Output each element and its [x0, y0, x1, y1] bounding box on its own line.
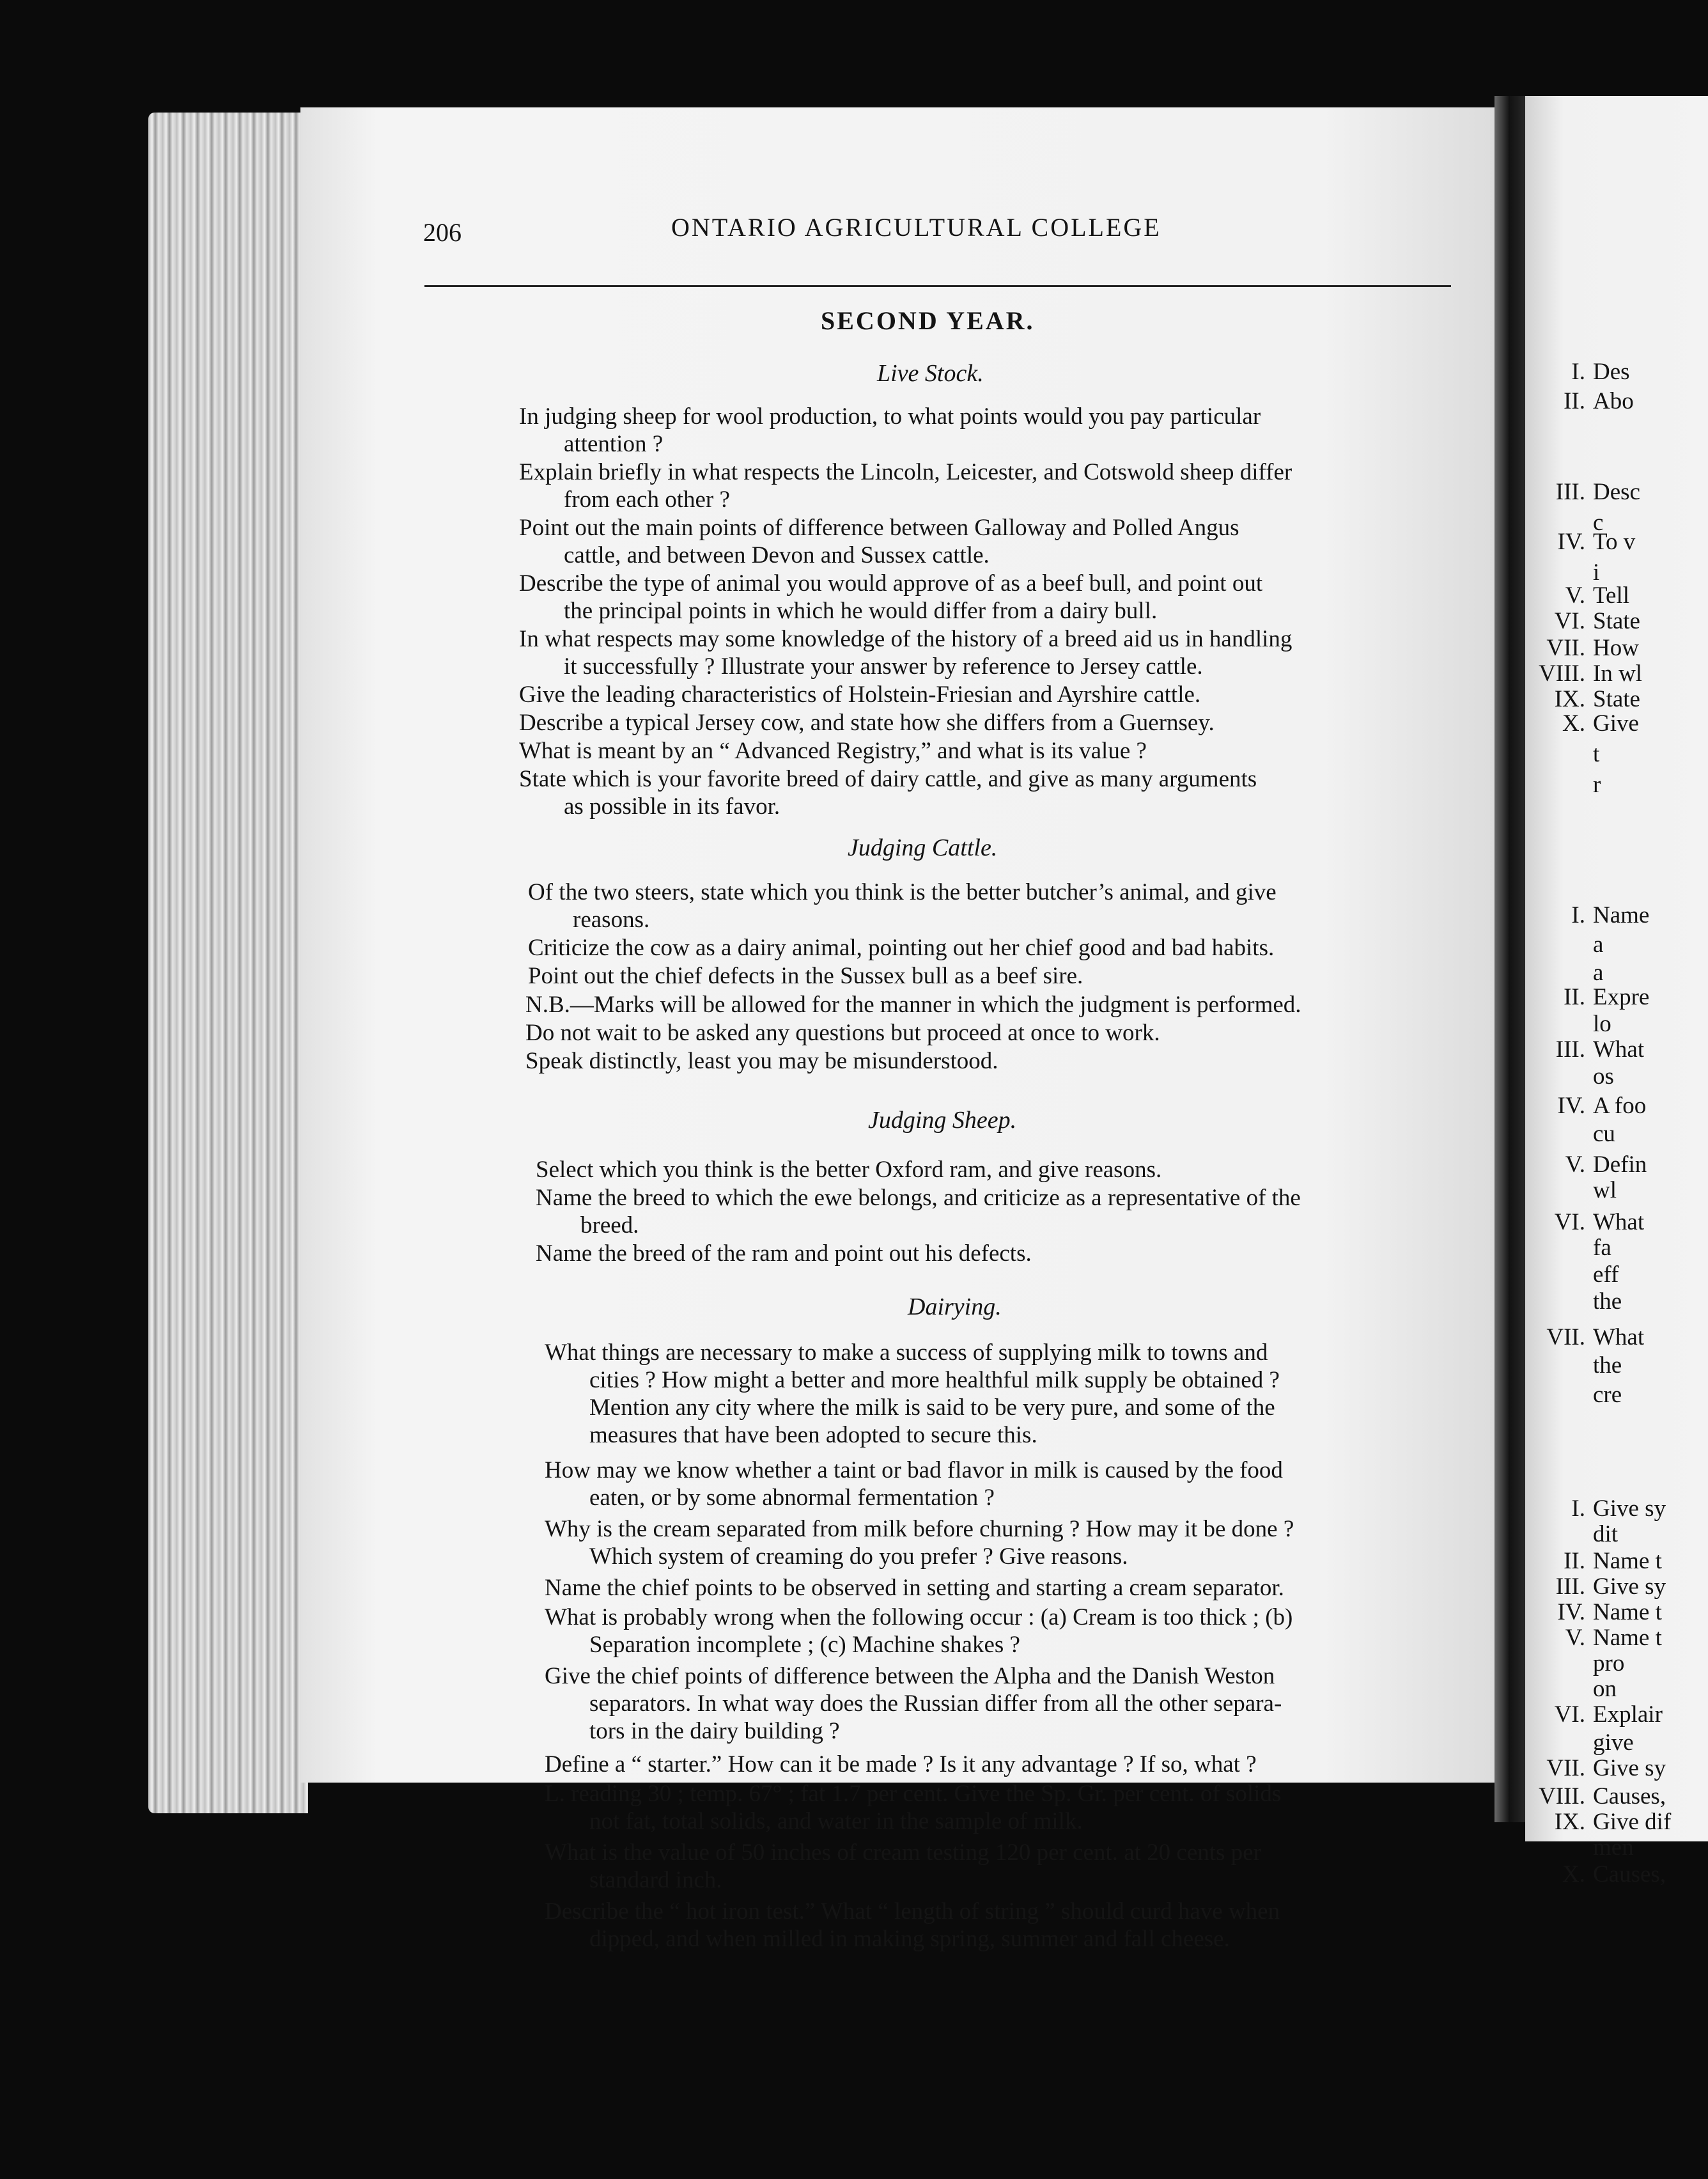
right-page-line: [1521, 1352, 1622, 1379]
right-page-line-number: VIII.: [1539, 1783, 1585, 1809]
right-page-line-number: V.: [1565, 582, 1585, 609]
right-page-line: [1521, 1701, 1663, 1728]
question-continuation: reasons.: [573, 907, 650, 933]
right-page-line: [1521, 1808, 1671, 1836]
question-text: [519, 625, 1465, 680]
right-page-line: [1521, 1495, 1666, 1522]
right-page-line-text: a: [1593, 932, 1604, 958]
running-title: ONTARIO AGRICULTURAL COLLEGE: [671, 213, 1161, 242]
right-page-line: [1521, 1520, 1618, 1548]
right-page-line-text: How: [1593, 635, 1639, 661]
question-text: [545, 1339, 1491, 1449]
header-rule: [424, 285, 1451, 287]
right-page-line: [1521, 1783, 1666, 1810]
question-line: Point out the chief defects in the Sussex bull as a beef sire.: [528, 963, 1083, 989]
question-text: [545, 1780, 1491, 1835]
right-page-line: [1521, 931, 1603, 958]
question-text: [545, 1839, 1491, 1894]
question-text: [545, 1751, 1491, 1778]
right-page-line-text: Name t: [1593, 1548, 1662, 1574]
right-page-line-text: pro: [1593, 1650, 1625, 1676]
right-page-line: [1521, 740, 1599, 768]
note-line: Speak distinctly, least you may be misunderstood.: [525, 1048, 998, 1074]
right-page-line-text: Causes,: [1593, 1861, 1666, 1887]
right-page-line: [1521, 1573, 1666, 1600]
right-page-line: [1521, 1261, 1619, 1288]
question-line: What things are necessary to make a success of supplying milk to towns and: [545, 1339, 1268, 1366]
question-line: L. reading 30 ; temp. 67° ; fat 1.7 per cent. Give the Sp. Gr. per cent. of solids: [545, 1781, 1282, 1807]
question-line: State which is your favorite breed of dairy cattle, and give as many arguments: [519, 766, 1257, 792]
question-text: [519, 765, 1465, 820]
right-page-line-text: Name t: [1593, 1625, 1662, 1651]
right-page-line-text: r: [1593, 772, 1601, 798]
right-page-line: [1521, 1010, 1611, 1038]
right-page-line-text: What: [1593, 1209, 1645, 1235]
right-page-line-number: IX.: [1554, 686, 1585, 712]
right-page-line-number: I.: [1571, 359, 1585, 385]
question-line: Why is the cream separated from milk before churning ? How may it be done ?: [545, 1516, 1294, 1542]
right-page-line-text: Expre: [1593, 984, 1650, 1010]
question-continuation: from each other ?: [564, 487, 730, 513]
right-page-line: [1521, 1675, 1617, 1703]
section-title-judging-sheep: Judging Sheep.: [868, 1107, 1017, 1134]
right-page-line-number: VI.: [1554, 608, 1585, 634]
right-page-line-text: Causes,: [1593, 1783, 1666, 1809]
right-page-line: [1521, 607, 1640, 635]
right-page-line: [1521, 1120, 1615, 1148]
question-line: What is the value of 50 inches of cream testing 120 per cent. at 20 cents per: [545, 1839, 1261, 1866]
right-page-line-number: I.: [1571, 1496, 1585, 1522]
question-continuation: cities ? How might a better and more healthful milk supply be obtained ?: [589, 1367, 1280, 1393]
right-page-line-text: In wl: [1593, 660, 1643, 687]
question-continuation: breed.: [580, 1212, 639, 1238]
right-page-line: [1521, 478, 1640, 506]
right-page-line: [1521, 1547, 1662, 1575]
question-line: Give the leading characteristics of Holstein-Friesian and Ayrshire cattle.: [519, 682, 1201, 708]
right-page-line-number: IV.: [1557, 529, 1585, 555]
right-page-line-text: Name: [1593, 902, 1650, 928]
right-page-line-number: V.: [1565, 1625, 1585, 1651]
right-page-line-number: VI.: [1554, 1209, 1585, 1235]
right-page-line-text: What: [1593, 1036, 1645, 1063]
question-text: [536, 1240, 1482, 1267]
right-page-line: [1521, 1176, 1617, 1204]
right-page-line: [1521, 1861, 1666, 1888]
question-line: In judging sheep for wool production, to what points would you pay particular: [519, 403, 1261, 430]
question-line: Name the breed to which the ewe belongs, and criticize as a representative of the: [536, 1185, 1301, 1211]
right-page-line: [1521, 1151, 1647, 1178]
right-page-line-text: Abo: [1593, 388, 1634, 414]
right-page-line-text: a: [1593, 960, 1604, 986]
question-continuation: Separation incomplete ; (c) Machine shakes ?: [589, 1632, 1020, 1658]
right-page-line-text: State: [1593, 686, 1640, 712]
right-page-line: [1521, 358, 1630, 386]
question-line: What is meant by an “ Advanced Registry,” and what is its value ?: [519, 738, 1147, 764]
question-continuation: Mention any city where the milk is said to be very pure, and some of the: [589, 1394, 1275, 1421]
question-continuation: dipped, and when milled in making spring, summer and fall cheese.: [589, 1926, 1230, 1952]
question-line: Name the breed of the ram and point out his defects.: [536, 1240, 1032, 1267]
right-page-line-text: t: [1593, 741, 1600, 767]
right-page-line-number: VI.: [1554, 1701, 1585, 1728]
question-continuation: it successfully ? Illustrate your answer by reference to Jersey cattle.: [564, 653, 1203, 680]
right-page-line-text: cu: [1593, 1121, 1615, 1147]
right-page-line: [1521, 1729, 1634, 1756]
right-page-line-number: II.: [1564, 1548, 1585, 1574]
question-line: Explain briefly in what respects the Lincoln, Leicester, and Cotswold sheep differ: [519, 459, 1293, 485]
question-line: In what respects may some knowledge of the history of a breed aid us in handling: [519, 626, 1293, 652]
right-page-line: [1521, 1288, 1622, 1315]
question-continuation: separators. In what way does the Russian differ from all the other separa-: [589, 1691, 1282, 1717]
question-continuation: attention ?: [564, 431, 664, 457]
right-page-line-text: lo: [1593, 1011, 1611, 1037]
right-page-line-text: cre: [1593, 1382, 1622, 1408]
question-continuation: as possible in its favor.: [564, 793, 780, 820]
page-number: 206: [423, 218, 462, 247]
right-page-line-number: II.: [1564, 388, 1585, 414]
right-page-line: [1521, 528, 1635, 556]
question-text: [536, 1184, 1482, 1239]
right-page-line: [1521, 1036, 1644, 1063]
right-page-line-text: What: [1593, 1324, 1645, 1350]
right-page-line: [1521, 983, 1649, 1011]
right-page-line: [1521, 1754, 1666, 1782]
right-page-line-number: III.: [1555, 1036, 1585, 1063]
question-line: Point out the main points of difference between Galloway and Polled Angus: [519, 515, 1239, 541]
right-page-line: [1521, 1063, 1614, 1090]
right-page-line-number: I.: [1571, 902, 1585, 928]
right-page-line: [1521, 959, 1603, 987]
question-text: [519, 514, 1465, 569]
right-page-line-number: III.: [1555, 479, 1585, 505]
note-line: N.B.—Marks will be allowed for the manner in which the judgment is performed.: [525, 992, 1301, 1018]
right-page-line-text: A foo: [1593, 1093, 1647, 1119]
question-text: [545, 1898, 1491, 1953]
question-line: Describe the type of animal you would approve of as a beef bull, and point out: [519, 570, 1263, 597]
year-title: SECOND YEAR.: [821, 306, 1035, 335]
right-page-line-text: Desc: [1593, 479, 1640, 505]
right-page-line-number: V.: [1565, 1152, 1585, 1178]
right-page-line: [1521, 1650, 1624, 1677]
question-text: [528, 962, 1474, 990]
right-page-line-number: VIII.: [1539, 660, 1585, 687]
right-page-line-text: on: [1593, 1676, 1617, 1702]
right-page-line-text: give: [1593, 1730, 1634, 1756]
right-page-line-text: Explair: [1593, 1701, 1663, 1728]
right-page-line-number: X.: [1562, 710, 1585, 737]
question-text: [545, 1515, 1491, 1570]
right-page-line: [1521, 1208, 1644, 1236]
question-line: What is probably wrong when the following occur : (a) Cream is too thick ; (b): [545, 1604, 1293, 1630]
right-page-line-number: VII.: [1546, 1324, 1585, 1350]
question-continuation: measures that have been adopted to secure this.: [589, 1422, 1037, 1448]
question-text: [519, 737, 1465, 765]
right-page-line-text: wl: [1593, 1177, 1617, 1203]
right-page-line-number: IX.: [1554, 1809, 1585, 1835]
right-page-line-number: II.: [1564, 984, 1585, 1010]
right-page-line-text: fa: [1593, 1235, 1611, 1261]
right-page-line-text: dit: [1593, 1521, 1619, 1547]
right-page-line-text: Give dif: [1593, 1809, 1672, 1835]
right-page-line-number: III.: [1555, 1574, 1585, 1600]
right-page-line-text: os: [1593, 1063, 1614, 1090]
question-line: How may we know whether a taint or bad flavor in milk is caused by the food: [545, 1457, 1283, 1483]
right-page-line: [1521, 1324, 1644, 1351]
right-page-line: [1521, 902, 1649, 929]
right-page-line-number: IV.: [1557, 1093, 1585, 1119]
question-line: Give the chief points of difference between the Alpha and the Danish Weston: [545, 1663, 1275, 1689]
question-text: [519, 458, 1465, 513]
section-title-dairying: Dairying.: [908, 1293, 1002, 1320]
question-continuation: Which system of creaming do you prefer ? Give reasons.: [589, 1543, 1128, 1570]
right-page-line: [1521, 1624, 1662, 1652]
right-page-line: [1521, 1834, 1634, 1861]
question-continuation: tors in the dairy building ?: [589, 1718, 840, 1744]
right-page-line-text: Give: [1593, 710, 1639, 737]
right-page-line: [1521, 634, 1639, 662]
question-line: Describe a typical Jersey cow, and state how she differs from a Guernsey.: [519, 710, 1215, 736]
right-page-line-text: eff: [1593, 1261, 1619, 1288]
question-line: Describe the “ hot iron test.” What “ length of string ” should curd have when: [545, 1898, 1280, 1925]
question-line: Criticize the cow as a dairy animal, pointing out her chief good and bad habits.: [528, 935, 1275, 961]
right-page-line-text: i: [1593, 559, 1600, 586]
right-page-line: [1521, 1381, 1622, 1409]
question-text: [519, 709, 1465, 737]
right-page-line-number: VII.: [1546, 635, 1585, 661]
question-continuation: eaten, or by some abnormal fermentation ?: [589, 1485, 995, 1511]
right-page-line-text: the: [1593, 1352, 1622, 1378]
question-text: [528, 934, 1474, 962]
right-page-line: [1521, 660, 1642, 687]
right-page-line: [1521, 771, 1601, 799]
right-page-line: [1521, 1234, 1611, 1261]
section-title-live-stock: Live Stock.: [877, 360, 984, 387]
section-title-judging-cattle: Judging Cattle.: [848, 834, 998, 861]
right-page-line-text: c: [1593, 510, 1604, 536]
right-page-line: [1521, 582, 1629, 609]
question-text: [519, 570, 1465, 625]
right-page-line-text: Name t: [1593, 1599, 1662, 1625]
right-page-line-text: State: [1593, 608, 1640, 634]
right-page-line-text: Des: [1593, 359, 1630, 385]
question-text: [545, 1457, 1491, 1511]
right-page: [1525, 96, 1708, 1887]
right-page-line: [1521, 387, 1634, 415]
right-page-line-text: Give sy: [1593, 1496, 1666, 1522]
question-continuation: the principal points in which he would differ from a dairy bull.: [564, 598, 1158, 624]
question-line: Select which you think is the better Oxford ram, and give reasons.: [536, 1157, 1162, 1183]
question-text: [528, 879, 1474, 933]
question-text: [545, 1604, 1491, 1659]
right-page-line-number: X.: [1562, 1861, 1585, 1887]
question-continuation: cattle, and between Devon and Sussex cattle.: [564, 542, 990, 568]
right-page-line-text: the: [1593, 1288, 1622, 1315]
question-line: Of the two steers, state which you think is the better butcher’s animal, and give: [528, 879, 1277, 905]
right-page-line-number: IV.: [1557, 1599, 1585, 1625]
note-line: Do not wait to be asked any questions but proceed at once to work.: [525, 1020, 1160, 1046]
question-continuation: not fat, total solids, and water in the sample of milk.: [589, 1808, 1083, 1834]
right-page-line-text: Tell: [1593, 582, 1629, 609]
right-page-line: [1521, 710, 1639, 737]
right-page-line-text: To v: [1593, 529, 1636, 555]
right-page-line-number: VII.: [1546, 1755, 1585, 1781]
question-line: Define a “ starter.” How can it be made ? Is it any advantage ? If so, what ?: [545, 1751, 1257, 1777]
right-page-line-text: Give sy: [1593, 1574, 1666, 1600]
right-page-line: [1521, 1598, 1662, 1626]
right-page-line-text: men: [1593, 1834, 1634, 1861]
page-edges: [148, 113, 308, 1813]
right-page-line-text: Give sy: [1593, 1755, 1666, 1781]
question-text: [519, 403, 1465, 458]
question-text: [519, 681, 1465, 708]
right-page-line-text: Defin: [1593, 1152, 1647, 1178]
question-line: Name the chief points to be observed in setting and starting a cream separator.: [545, 1575, 1284, 1601]
right-page-line: [1521, 1092, 1646, 1120]
question-text: [536, 1156, 1482, 1183]
question-text: [545, 1574, 1491, 1602]
question-text: [545, 1662, 1491, 1745]
question-continuation: standard inch.: [589, 1867, 722, 1893]
right-page-line: [1521, 685, 1640, 713]
